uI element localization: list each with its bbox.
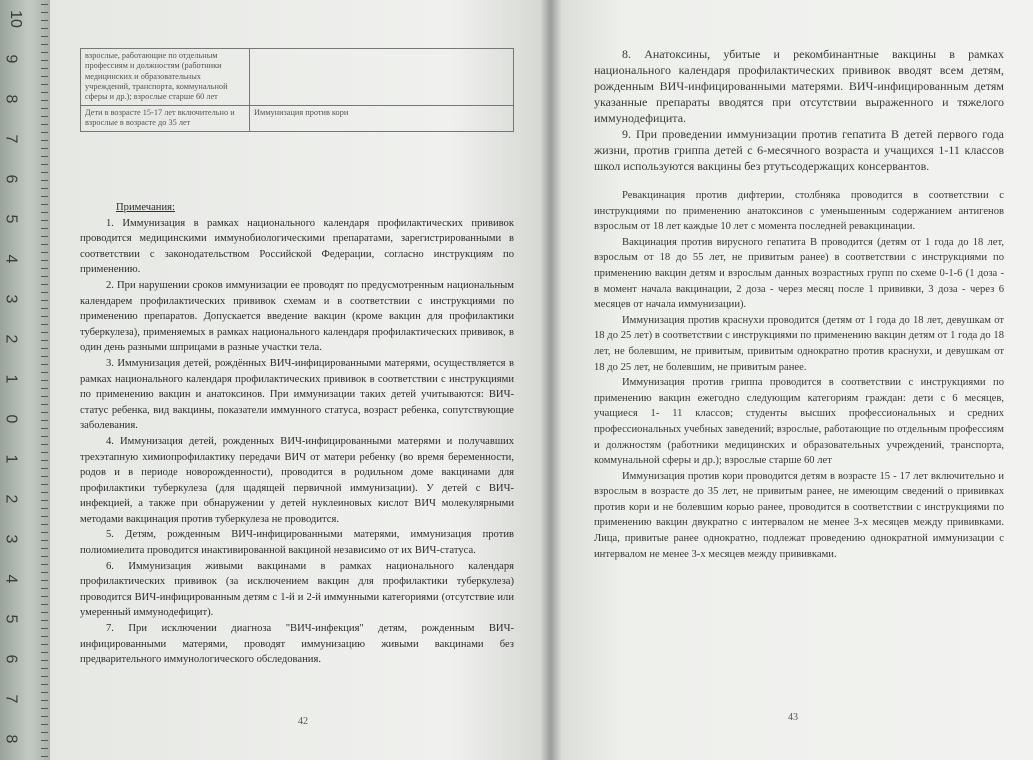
note-paragraph: 4. Иммунизация детей, рожденных ВИЧ-инфицированными матерями и получавших трехэтапную химиопрофилактику передачи ВИЧ от матери ребенку (во время беременности, родов и в периоде новорожденности), проводится в родильном доме вакцинами для профилактики туберкулеза (для щадящей первичной иммунизации). У детей с ВИЧ-инфекцией, а также при обнаружении у детей нуклеиновых кислот ВИЧ молекулярными методами вакцинация против туберкулеза не проводится.	[80, 435, 514, 525]
table-row	[81, 105, 514, 131]
ruler-tick	[41, 164, 48, 165]
ruler-tick	[41, 76, 48, 77]
ruler-tick	[41, 468, 48, 469]
ruler-tick	[41, 588, 48, 589]
paragraph: Иммунизация против кори проводится детям в возрасте 15 - 17 лет включительно и взрослым в возрасте до 35 лет, не привитым ранее, не имеющим сведений о прививках против кори и не болевшим корью ранее, проводится в соответствии с инструкциями по применению вакцин двукратно с интервалом не менее 3-х месяцев между прививками. Лица, привитые ранее однократно, подлежат проведению однократной иммунизации с интервалом не менее 3-х месяцев между прививками.	[594, 470, 1004, 560]
ruler-tick	[41, 620, 48, 621]
paragraph: Иммунизация против гриппа проводится в соответствии с инструкциями по применению вакцин ежегодно следующим категориям граждан: дети с 6 месяцев, учащиеся 1- 11 классов; студенты высших профессиональных и средних профессиональных учебных заведений; взрослые, работающие по отдельным профессиям и должностям (работники медицинских и образовательных учреждений, транспорта, коммунальной сферы и др.); взрослые старше 60 лет	[594, 377, 1004, 467]
ruler-number: 4	[2, 574, 20, 584]
page-number: 42	[298, 716, 308, 727]
ruler-tick	[41, 452, 48, 453]
ruler-number: 1	[2, 454, 20, 464]
ruler-tick	[41, 692, 48, 693]
ruler-tick	[41, 756, 48, 757]
ruler-tick	[41, 100, 48, 101]
ruler-number: 1	[2, 374, 20, 384]
ruler-tick	[41, 20, 48, 21]
paragraph: Ревакцинация против дифтерии, столбняка проводится в соответствии с инструкциями по применению анатоксинов с уменьшенным содержанием антигенов взрослым от 18 лет каждые 10 лет с момента последней ревакцинации.	[594, 190, 1004, 233]
ruler-tick	[41, 652, 48, 653]
ruler-tick	[41, 212, 48, 213]
paragraph: Иммунизация против краснухи проводится (детям от 1 года до 18 лет, девушкам от 18 до 25 лет) в соответствии с инструкциями по применению вакцин детям от 1 года до 18 лет, не болевшим, не привитым, привитым однократно против краснухи, и девушкам от 18 до 25 лет, не болевшим, не привитым ранее.	[594, 314, 1004, 373]
ruler-tick	[41, 532, 48, 533]
ruler-tick	[41, 84, 48, 85]
ruler-tick	[41, 324, 48, 325]
book-spine-shadow	[540, 0, 562, 760]
ruler-tick	[41, 356, 48, 357]
ruler-tick	[41, 500, 48, 501]
ruler-tick	[41, 372, 48, 373]
ruler-tick	[41, 700, 48, 701]
table-cell: Дети в возрасте 15-17 лет включительно и взрослые в возрасте до 35 лет	[81, 105, 250, 131]
ruler-tick	[41, 516, 48, 517]
note-paragraph: 3. Иммунизация детей, рождённых ВИЧ-инфицированными матерями, осуществляется в рамках национального календаря профилактических прививок в соответствии с инструкциями по применению вакцин и анатоксинов. При иммунизации таких детей учитываются: ВИЧ-статус ребенка, вид вакцины, показатели иммунного статуса, возраст ребенка, сопутствующие заболевания.	[80, 357, 514, 432]
ruler-tick	[41, 596, 48, 597]
left-page	[50, 0, 550, 760]
ruler-tick	[41, 172, 48, 173]
ruler-number: 0	[2, 414, 20, 424]
ruler-number: 10	[6, 10, 24, 28]
ruler-tick	[41, 316, 48, 317]
note-paragraph: 1. Иммунизация в рамках национального календаря профилактических прививок проводится медицинскими иммунобиологическими препаратами, зарегистрированными в соответствии с законодательством Российской Федерации, согласно инструкциям по применению.	[80, 217, 514, 276]
note-paragraph: 2. При нарушении сроков иммунизации ее проводят по предусмотренным национальным календарем профилактических прививок схемам и в соответствии с инструкциями по применению препаратов. Допускается введение вакцин (кроме вакцин для профилактики туберкулеза), применяемых в рамках национального календаря профилактических прививок, в один день разными шприцами в разные участки тела.	[80, 279, 514, 354]
ruler-tick	[41, 252, 48, 253]
ruler-tick	[41, 4, 48, 5]
ruler-tick	[41, 244, 48, 245]
ruler-tick	[41, 436, 48, 437]
note-paragraph: 5. Детям, рожденным ВИЧ-инфицированными матерями, иммунизация против полиомиелита проводится инактивированной вакциной независимо от их ВИЧ-статуса.	[80, 529, 514, 557]
ruler-tick	[41, 148, 48, 149]
ruler-tick	[41, 668, 48, 669]
page-number: 43	[788, 712, 798, 723]
ruler-number: 8	[2, 734, 20, 744]
ruler-tick	[41, 108, 48, 109]
ruler-number: 9	[2, 54, 20, 64]
ruler-number: 3	[2, 294, 20, 304]
ruler-tick	[41, 140, 48, 141]
ruler-number: 7	[2, 694, 20, 704]
ruler-tick	[41, 548, 48, 549]
ruler-tick	[41, 276, 48, 277]
ruler-tick	[41, 236, 48, 237]
table-cell: взрослые, работающие по отдельным профессиям и должностям (работники медицинских и образовательных учреждений, транспорта, коммунальной сферы и др.); взрослые старше 60 лет	[81, 49, 250, 106]
ruler-tick	[41, 580, 48, 581]
ruler-tick	[41, 420, 48, 421]
ruler-tick	[41, 396, 48, 397]
vaccination-table	[80, 48, 514, 132]
right-page-text	[594, 46, 1004, 562]
ruler-number: 2	[2, 334, 20, 344]
paragraph: 9. При проведении иммунизации против гепатита В детей первого года жизни, против гриппа детей с 6-месячного возраста и учащихся 1-11 классов школ используются вакцины без ртутьсодержащих консервантов.	[594, 127, 1004, 173]
ruler-tick	[41, 44, 48, 45]
ruler-tick	[41, 628, 48, 629]
ruler-tick	[41, 68, 48, 69]
ruler-tick	[41, 572, 48, 573]
ruler-tick	[41, 36, 48, 37]
table-cell: Иммунизация против кори	[250, 105, 514, 131]
ruler-tick	[41, 476, 48, 477]
ruler-tick	[41, 460, 48, 461]
ruler-tick	[41, 156, 48, 157]
ruler-tick	[41, 292, 48, 293]
ruler-tick	[41, 732, 48, 733]
ruler-tick	[41, 92, 48, 93]
ruler-number: 5	[2, 614, 20, 624]
ruler-tick	[41, 348, 48, 349]
ruler-tick	[41, 724, 48, 725]
ruler-tick	[41, 748, 48, 749]
ruler-tick	[41, 612, 48, 613]
ruler-tick	[41, 340, 48, 341]
ruler-tick	[41, 308, 48, 309]
ruler-tick	[41, 284, 48, 285]
ruler-tick	[41, 60, 48, 61]
ruler-tick	[41, 740, 48, 741]
ruler-tick	[41, 12, 48, 13]
ruler-tick	[41, 564, 48, 565]
ruler-tick	[41, 228, 48, 229]
ruler-number: 3	[2, 534, 20, 544]
ruler-tick	[41, 716, 48, 717]
note-paragraph: 6. Иммунизация живыми вакцинами в рамках национального календаря профилактических прививок (за исключением вакцин для профилактики туберкулеза) проводится ВИЧ-инфицированным детям с 1-й и 2-й иммунными категориями (отсутствие или умеренный иммунодефицит).	[80, 560, 514, 619]
ruler-tick	[41, 332, 48, 333]
paragraph: Вакцинация против вирусного гепатита В проводится (детям от 1 года до 18 лет, взрослым от 18 до 55 лет, не привитым ранее) в соответствии с инструкциями по применению вакцин детям и взрослым данных возрастных групп по схеме 0-1-6 (1 доза - в момент начала вакцинации, 2 доза - через месяц после 1 прививки, 3 доза - через 6 месяцев от начала иммунизации).	[594, 236, 1004, 311]
ruler-tick	[41, 556, 48, 557]
ruler-tick	[41, 188, 48, 189]
ruler-tick	[41, 124, 48, 125]
ruler-tick	[41, 116, 48, 117]
ruler-tick	[41, 204, 48, 205]
paragraph: 8. Анатоксины, убитые и рекомбинантные вакцины в рамках национального календаря профилактических прививок вводят всем детям, рожденным ВИЧ-инфицированными матерями. ВИЧ-инфицированным детям указанные препараты вводятся при отсутствии выраженного и тяжелого иммунодефицита.	[594, 47, 1004, 125]
ruler-tick	[41, 300, 48, 301]
ruler-tick	[41, 52, 48, 53]
ruler-number: 5	[2, 214, 20, 224]
ruler-number: 6	[2, 174, 20, 184]
ruler-tick	[41, 604, 48, 605]
ruler-tick	[41, 660, 48, 661]
ruler-tick	[41, 180, 48, 181]
ruler-number: 7	[2, 134, 20, 144]
ruler-tick	[41, 484, 48, 485]
ruler-tick	[41, 684, 48, 685]
ruler-tick	[41, 380, 48, 381]
ruler-tick	[41, 268, 48, 269]
ruler-tick	[41, 428, 48, 429]
ruler-tick	[41, 524, 48, 525]
notes-heading: Примечания:	[116, 202, 175, 213]
ruler-tick	[41, 636, 48, 637]
ruler-tick	[41, 444, 48, 445]
ruler-tick	[41, 412, 48, 413]
ruler-tick	[41, 132, 48, 133]
ruler-tick	[41, 364, 48, 365]
ruler-tick	[41, 28, 48, 29]
table-row	[81, 49, 514, 106]
measuring-ruler	[0, 0, 50, 760]
right-page	[550, 0, 1033, 760]
ruler-tick	[41, 388, 48, 389]
ruler-tick	[41, 508, 48, 509]
ruler-number: 4	[2, 254, 20, 264]
notes-section	[80, 200, 514, 668]
ruler-tick	[41, 196, 48, 197]
ruler-tick	[41, 708, 48, 709]
ruler-tick	[41, 260, 48, 261]
ruler-tick	[41, 492, 48, 493]
ruler-tick	[41, 404, 48, 405]
ruler-tick	[41, 540, 48, 541]
note-paragraph: 7. При исключении диагноза "ВИЧ-инфекция" детям, рожденным ВИЧ-инфицированными матерями, проводят иммунизацию живыми вакцинами без предварительного иммунологического обследования.	[80, 623, 514, 666]
table-cell	[250, 49, 514, 106]
ruler-number: 6	[2, 654, 20, 664]
ruler-tick	[41, 676, 48, 677]
ruler-number: 8	[2, 94, 20, 104]
ruler-number: 2	[2, 494, 20, 504]
ruler-tick	[41, 220, 48, 221]
ruler-tick	[41, 644, 48, 645]
